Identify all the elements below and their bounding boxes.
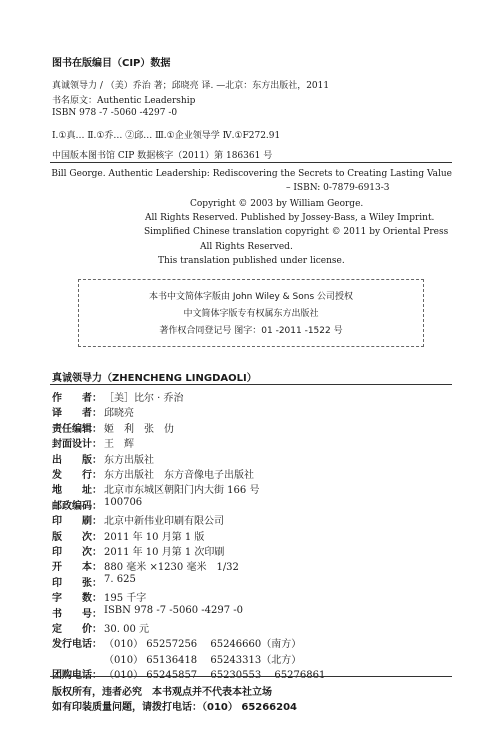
detail-label: 书 号：: [52, 608, 102, 620]
detail-value: （010） 65257256 65246660（南方）: [104, 639, 302, 651]
detail-label: 封面设计：: [52, 439, 102, 451]
cip-line: 真诚领导力 / （美）乔治 著；邱晓亮 译. —北京：东方出版社，2011: [52, 81, 330, 91]
detail-label: 印 次：: [52, 547, 102, 558]
rights-line: Copyright © 2003 by William George.: [190, 199, 364, 209]
license-line: 本书中文简体字版由 John Wiley & Sons 公司授权: [148, 292, 354, 302]
detail-value: 东方出版社: [104, 454, 154, 466]
detail-value: 王 辉: [104, 439, 134, 451]
detail-label: 团购电话：: [52, 670, 102, 682]
detail-label: 地 址：: [52, 485, 102, 497]
detail-value: 东方出版社 东方音像电子出版社: [104, 470, 254, 481]
detail-value: 30. 00 元: [104, 624, 149, 635]
detail-label: 邮政编码：: [52, 500, 102, 512]
cip-line: Ⅰ.①真… Ⅱ.①乔… ②邱… Ⅲ.①企业领导学 Ⅳ.①F272.91: [52, 131, 281, 141]
divider: [50, 162, 452, 163]
detail-value: 2011 年 10 月第 1 版: [104, 531, 205, 543]
detail-label: 责任编辑：: [52, 423, 102, 435]
rights-line: All Rights Reserved. Published by Jossey-Bass, a Wiley Imprint.: [145, 213, 435, 223]
detail-value: 880 毫米 ×1230 毫米 1/32: [104, 562, 239, 574]
rights-line: All Rights Reserved.: [200, 242, 293, 252]
detail-label: 印 刷：: [52, 516, 102, 528]
divider: [50, 384, 452, 385]
rights-line: Simplified Chinese translation copyright © 2011 by Oriental Press: [144, 227, 449, 237]
cip-line: 书名原文：Authentic Leadership: [52, 96, 196, 106]
detail-label: 开 本：: [52, 562, 102, 574]
rights-line: Bill George. Authentic Leadership: Rediscovering the Secrets to Creating Lasting Value: [51, 169, 452, 179]
detail-value: 195 千字: [104, 593, 147, 605]
detail-label: 发 行：: [52, 470, 102, 481]
divider: [50, 676, 452, 677]
detail-label: 印 张：: [52, 577, 102, 589]
footer-line: 版权所有，违者必究 本书观点并不代表本社立场: [52, 687, 272, 698]
rights-line: This translation published under license.: [158, 256, 345, 266]
cip-heading: 图书在版编目（CIP）数据: [52, 58, 171, 69]
book-title: 真诚领导力（ZHENCHENG LINGDAOLI）: [52, 373, 257, 384]
rights-line: – ISBN: 0-7879-6913-3: [286, 183, 390, 193]
detail-value: 100706: [104, 496, 143, 508]
detail-value: （010） 65245857 65230553 65276861: [104, 670, 326, 682]
detail-value: 北京中新伟业印刷有限公司: [104, 516, 224, 528]
detail-value: 2011 年 10 月第 1 次印刷: [104, 547, 225, 558]
detail-value: ［美］比尔 · 乔治: [104, 393, 184, 404]
detail-value: 姬 利 张 仂: [104, 423, 174, 435]
license-line: 中文简体字版专有权属东方出版社: [183, 309, 319, 319]
license-box: [78, 279, 424, 347]
footer-line: 如有印装质量问题，请拨打电话：（010） 65266204: [52, 702, 298, 713]
detail-value: 北京市东城区朝阳门内大街 166 号: [104, 485, 260, 497]
detail-label: 作 者：: [52, 393, 102, 404]
detail-label: 定 价：: [52, 624, 102, 635]
detail-label: 发行电话：: [52, 639, 102, 651]
cip-line: ISBN 978 -7 -5060 -4297 -0: [52, 108, 178, 118]
detail-label: 译 者：: [52, 408, 102, 420]
detail-label: 版 次：: [52, 531, 102, 543]
detail-label: 出 版：: [52, 454, 102, 466]
detail-value: （010） 65136418 65243313（北方）: [104, 654, 302, 666]
detail-value: 邱晓亮: [104, 408, 134, 420]
detail-value: ISBN 978 -7 -5060 -4297 -0: [104, 604, 244, 616]
license-line: 著作权合同登记号 图字：01 -2011 -1522 号: [159, 326, 343, 336]
detail-label: 字 数：: [52, 593, 102, 605]
cip-line: 中国版本图书馆 CIP 数据核字（2011）第 186361 号: [52, 151, 273, 161]
detail-value: 7. 625: [104, 573, 136, 585]
